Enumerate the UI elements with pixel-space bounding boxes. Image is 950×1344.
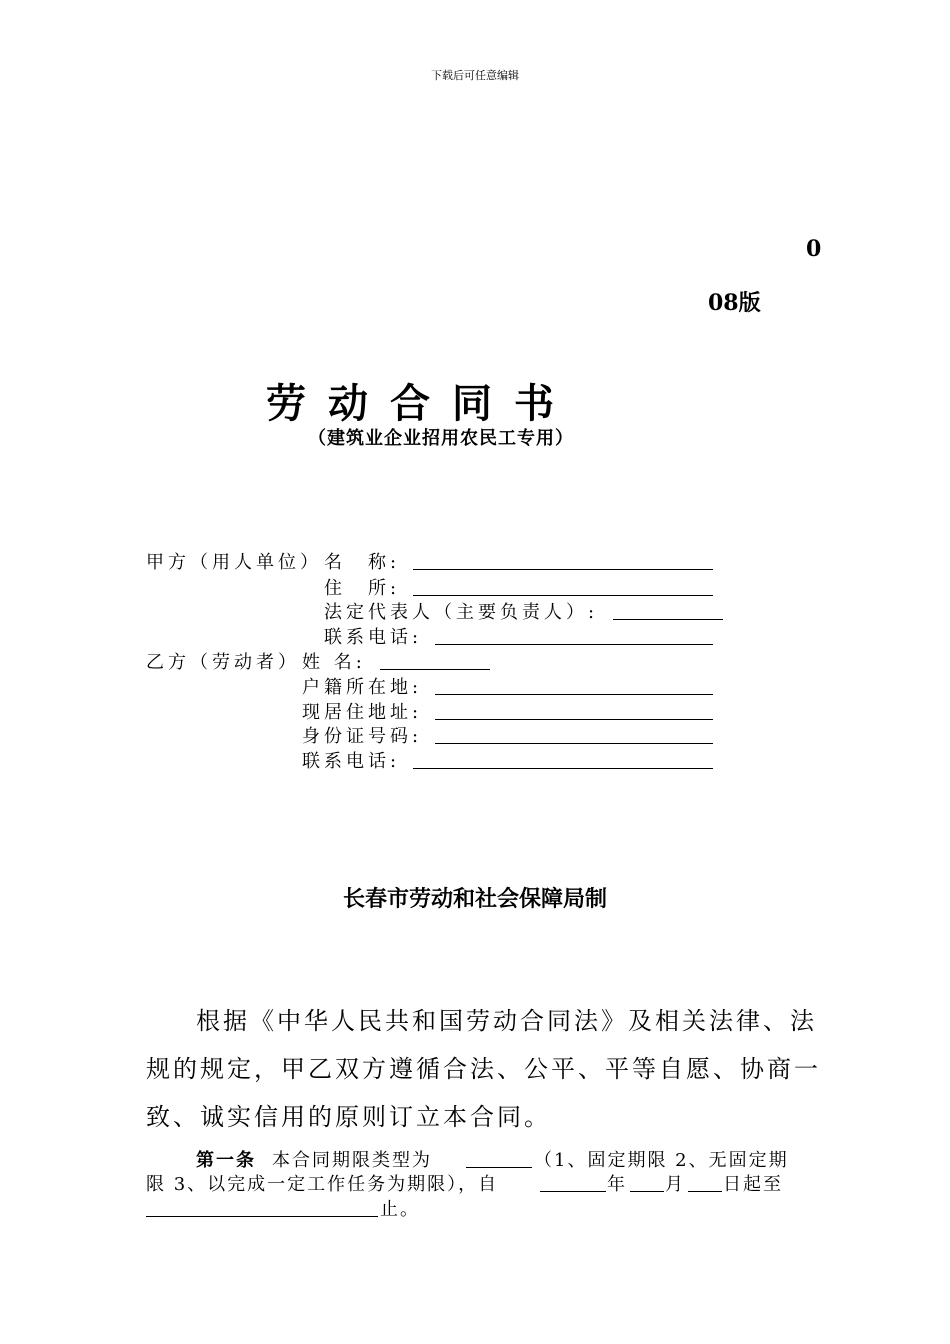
- start-year-field[interactable]: [540, 1191, 606, 1192]
- preamble-line-1: 根据《中华人民共和国劳动合同法》及相关法律、法: [196, 1007, 817, 1035]
- month-label: 月: [665, 1174, 685, 1195]
- party-b-name-label: 姓 名:: [302, 652, 366, 673]
- day-label: 日起至: [723, 1174, 783, 1195]
- contract-term-type-field[interactable]: [466, 1167, 532, 1168]
- party-b-phone-label: 联系电话:: [302, 751, 401, 772]
- article-1-heading: 第一条: [196, 1150, 256, 1171]
- party-a-address-field[interactable]: [413, 595, 713, 596]
- version-line-2: 08版: [708, 290, 761, 316]
- version-line-1: 0: [806, 236, 822, 262]
- article-1-end: 止。: [380, 1199, 420, 1220]
- document-subtitle: （建筑业企业招用农民工专用）: [308, 428, 574, 449]
- party-b-household-label: 户籍所在地:: [302, 677, 423, 698]
- header-note: 下载后可任意编辑: [431, 69, 519, 82]
- preamble-line-2: 规的规定，甲乙双方遵循合法、公平、平等自愿、协商一: [146, 1055, 821, 1083]
- year-label: 年: [607, 1174, 627, 1195]
- party-a-phone-label: 联系电话:: [324, 627, 423, 648]
- party-a-phone-field[interactable]: [435, 644, 713, 645]
- start-month-field[interactable]: [630, 1191, 664, 1192]
- party-b-label: 乙方（劳动者）: [146, 652, 300, 673]
- end-date-field[interactable]: [146, 1216, 378, 1217]
- party-b-phone-field[interactable]: [413, 768, 713, 769]
- document-title: 劳动合同书: [266, 380, 576, 427]
- party-a-label: 甲方（用人单位）: [146, 552, 322, 573]
- preamble-line-3: 致、诚实信用的原则订立本合同。: [146, 1103, 551, 1131]
- party-a-name-field[interactable]: [413, 569, 713, 570]
- start-day-field[interactable]: [688, 1191, 722, 1192]
- party-b-current-address-field[interactable]: [435, 719, 713, 720]
- party-b-household-field[interactable]: [435, 694, 713, 695]
- party-a-rep-field[interactable]: [613, 619, 723, 620]
- party-b-current-address-label: 现居住地址:: [302, 702, 423, 723]
- party-b-id-label: 身份证号码:: [302, 726, 423, 747]
- party-b-id-field[interactable]: [435, 743, 713, 744]
- article-1-text-3: 限 3、以完成一定工作任务为期限），自: [146, 1174, 499, 1195]
- article-1-text-1: 本合同期限类型为: [272, 1150, 432, 1171]
- party-a-rep-label: 法定代表人（主要负责人）:: [324, 602, 599, 623]
- party-a-address-label: 住 所:: [324, 578, 401, 599]
- party-a-name-label: 名 称:: [324, 552, 401, 573]
- article-1-text-2: （1、固定期限 2、无固定期: [534, 1150, 789, 1171]
- party-b-name-field[interactable]: [380, 669, 490, 670]
- issuer: 长春市劳动和社会保障局制: [342, 887, 607, 912]
